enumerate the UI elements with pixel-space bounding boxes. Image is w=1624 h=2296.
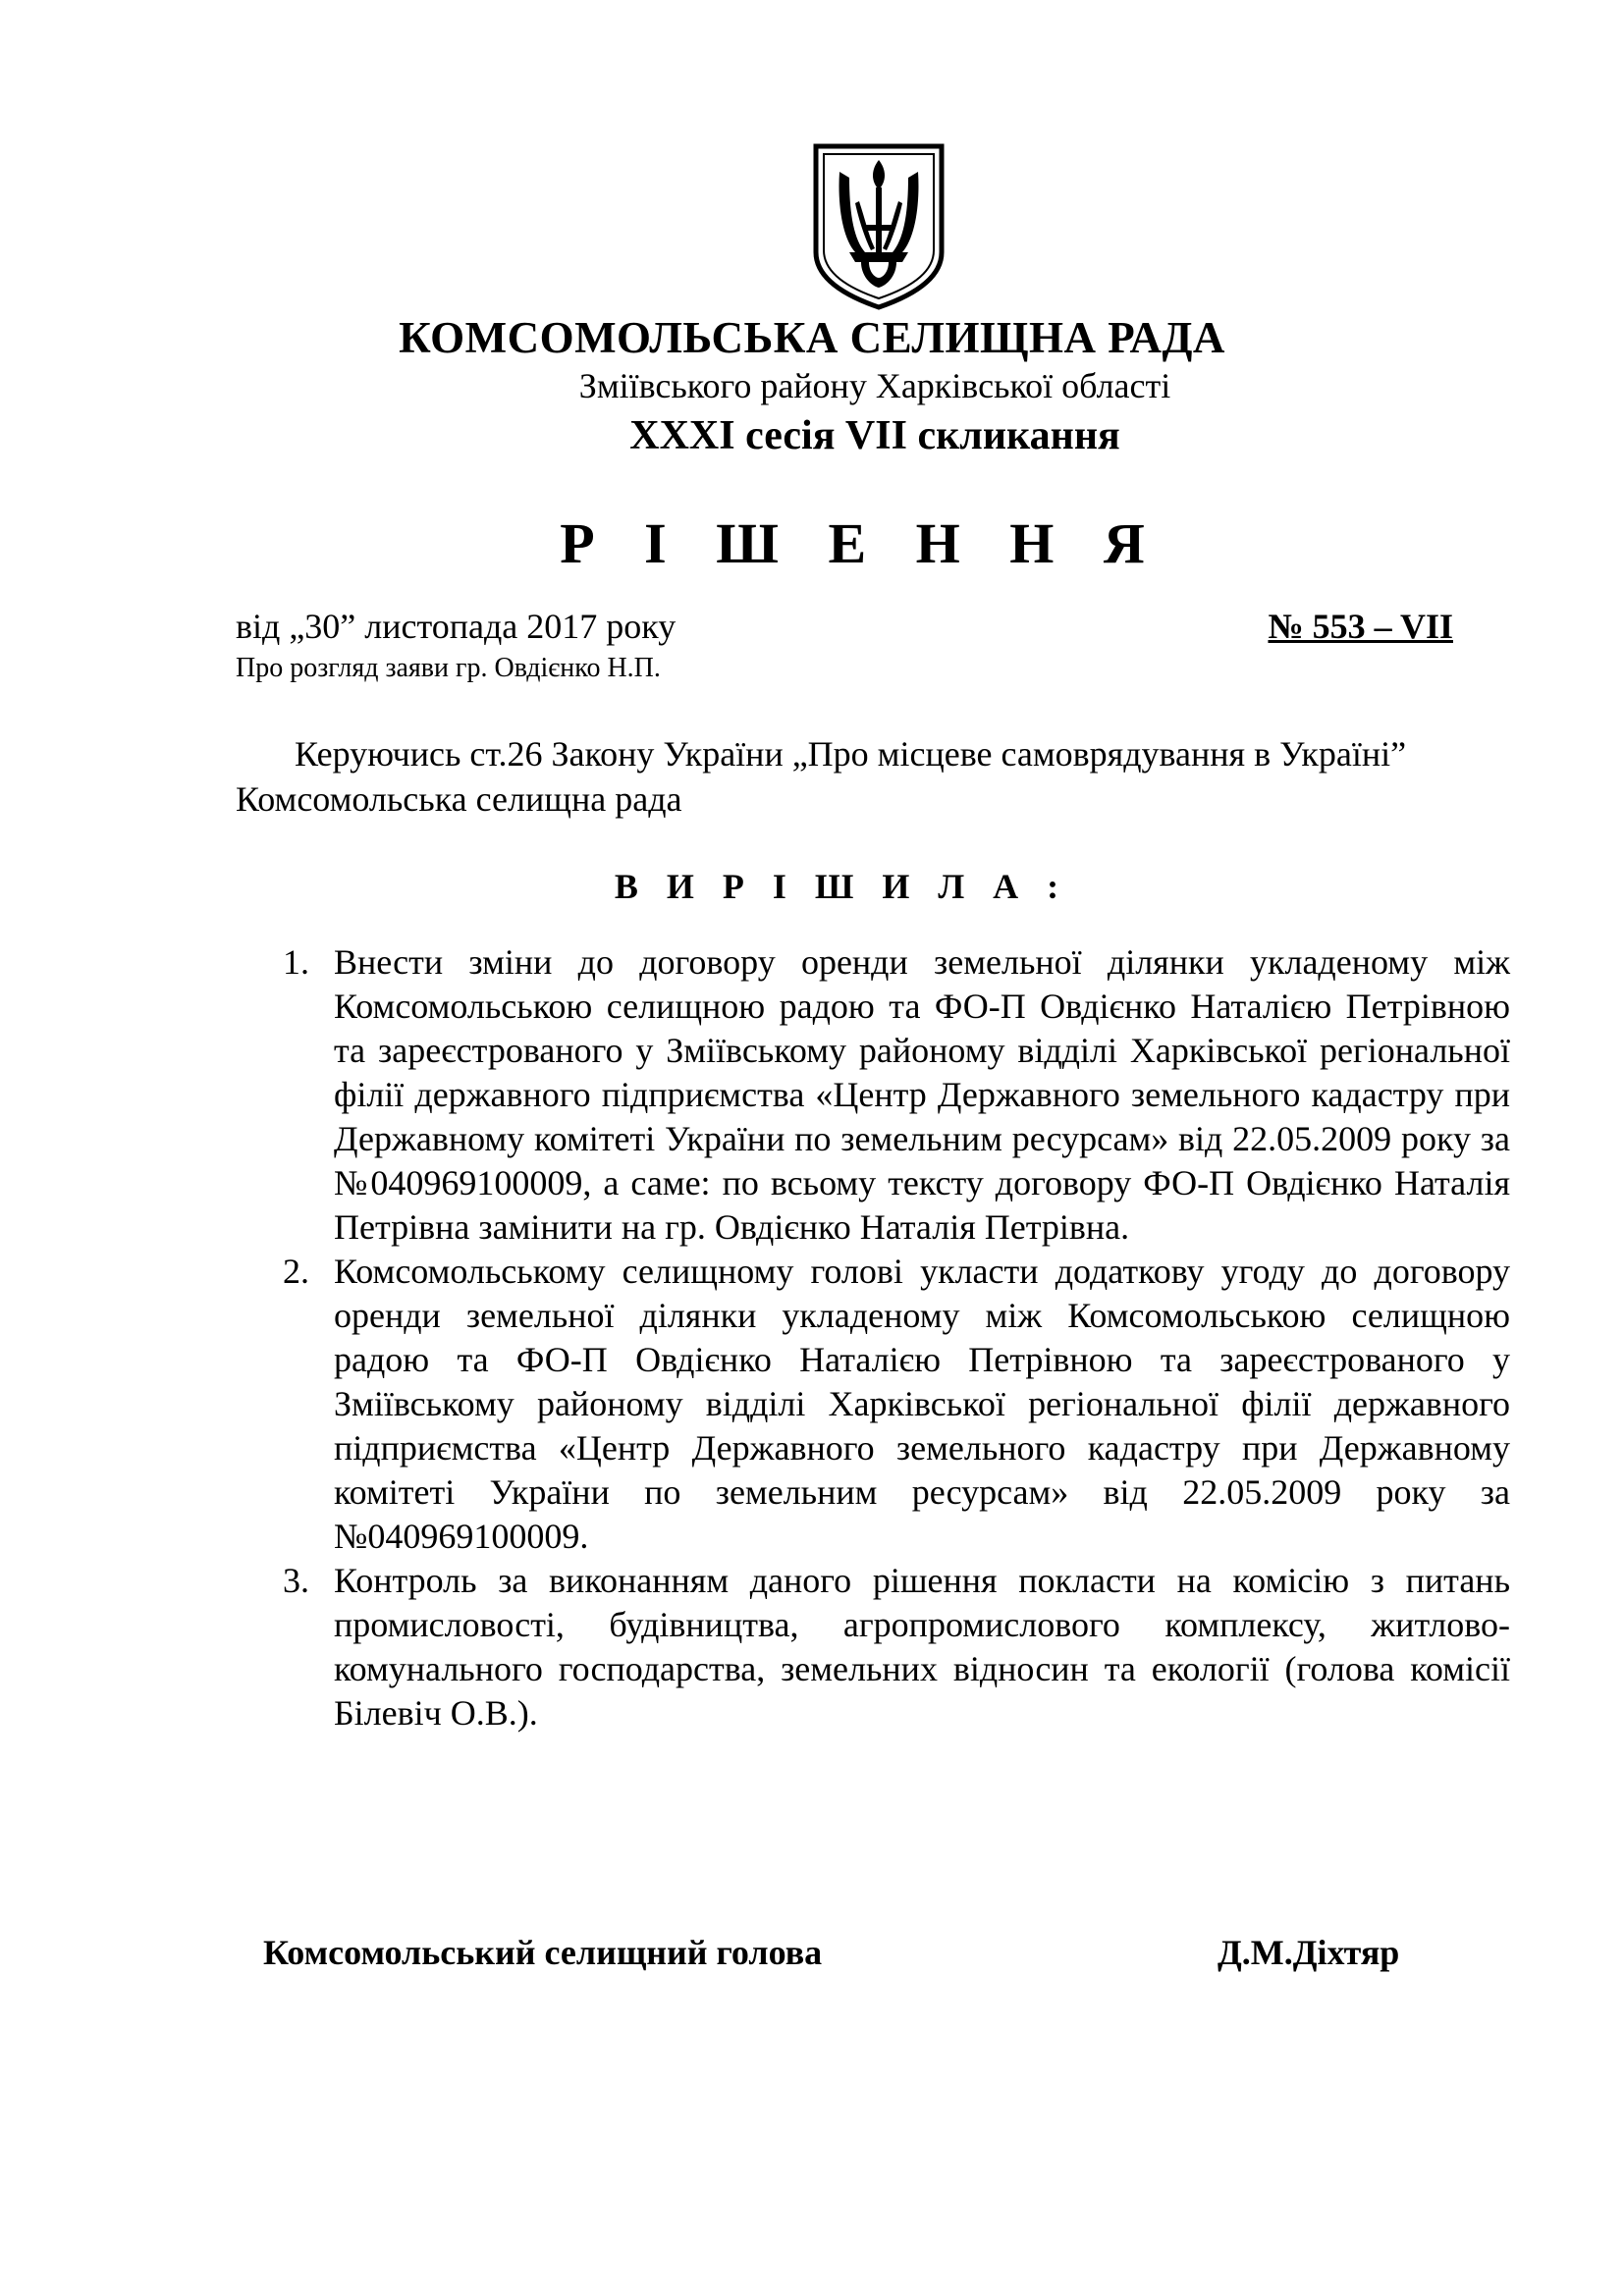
decision-date: від „30” листопада 2017 року	[236, 607, 677, 646]
list-item	[283, 1559, 1510, 1735]
district-line: Зміївського району Харківської області	[578, 366, 1171, 405]
decision-number: № 553 – VII	[1268, 607, 1453, 646]
signatory-title: Комсомольський селищний голова	[263, 1933, 823, 1972]
trident-coat-of-arms-icon	[810, 142, 947, 311]
item-text: Контроль за виконанням даного рішення покласти на комісію з питань промисловості, будівництва, агропромислового комплексу, житлово-комунального господарства, земельних відносин та екології (голова комісії Білевіч О.В.).	[334, 1561, 1510, 1733]
item-number: 2.	[283, 1252, 309, 1291]
session-line: ХХХІ сесія VІІ скликання	[629, 413, 1120, 458]
item-text: Комсомольському селищному голові укласти додаткову угоду до договору оренди земельної ділянки укладеному між Комсомольською селищною радою та ФО-П Овдієнко Наталією Петрівною та зареєстрованого у Зміївському районому відділі Харківської регіональної філії державного підприємства «Центр Державного земельного кадастру при Державному комітеті України по земельним ресурсам» від 22.05.2009 року за №040969100009.	[334, 1252, 1510, 1556]
preamble-text: Керуючись ст.26 Закону України „Про місцеве самоврядування в Україні” Комсомольська селищна рада	[236, 734, 1407, 819]
item-number: 3.	[283, 1561, 309, 1600]
council-name: КОМСОМОЛЬСЬКА СЕЛИЩНА РАДА	[399, 313, 1225, 362]
item-text: Внести зміни до договору оренди земельної ділянки укладеному між Комсомольською селищною радою та ФО-П Овдієнко Наталією Петрівною та зареєстрованого у Зміївському районому відділі Харківської регіональної філії державного підприємства «Центр Державного земельного кадастру при Державному комітеті України по земельним ресурсам» від 22.05.2009 року за №040969100009, а саме: по всьому тексту договору ФО-П Овдієнко Наталія Петрівна замінити на гр. Овдієнко Наталія Петрівна.	[334, 942, 1510, 1247]
list-item	[283, 940, 1510, 1250]
item-number: 1.	[283, 942, 309, 982]
decision-items-list	[283, 940, 1510, 1735]
list-item	[283, 1250, 1510, 1559]
document-type-title: Р І Ш Е Н Н Я	[560, 511, 1163, 575]
decision-subject: Про розгляд заяви гр. Овдієнко Н.П.	[236, 653, 661, 683]
decided-heading: В И Р І Ш И Л А :	[614, 867, 1069, 906]
preamble-paragraph	[236, 731, 1453, 822]
signatory-name: Д.М.Діхтяр	[1218, 1933, 1400, 1972]
